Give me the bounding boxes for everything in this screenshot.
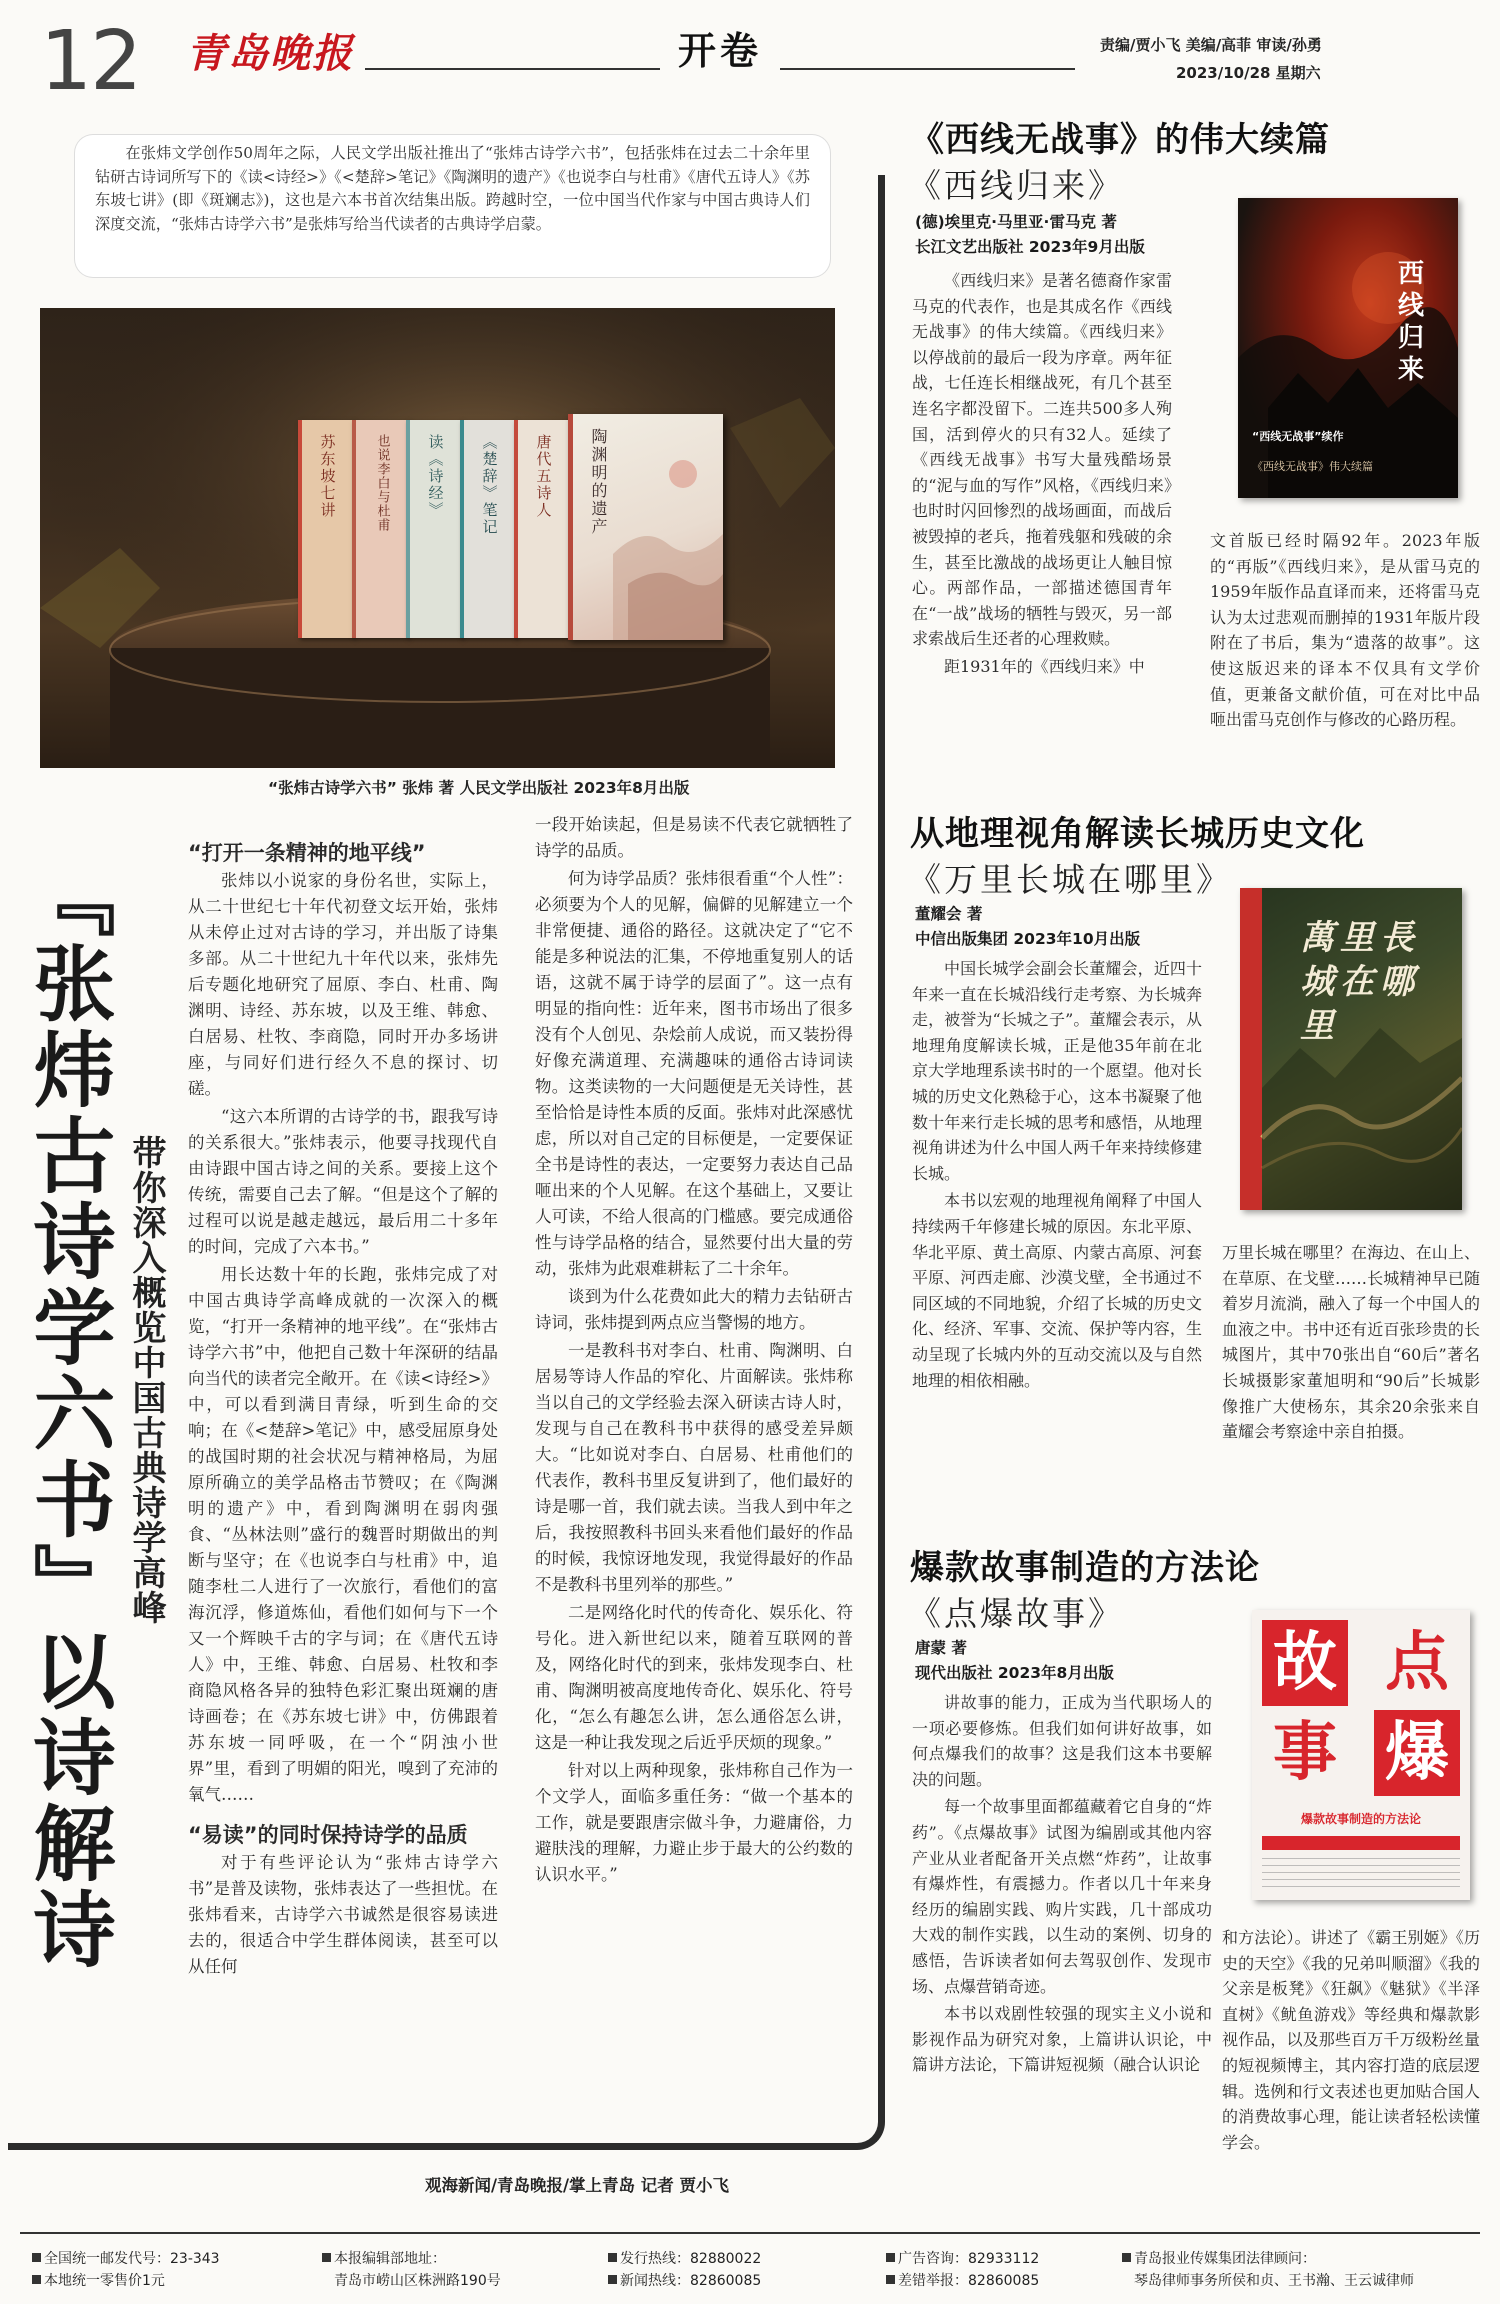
article3-author: 董耀会 著 — [915, 905, 983, 923]
article3-book-cover — [1240, 888, 1462, 1210]
book-spine-2-title: 也说李白与杜甫 — [374, 434, 390, 532]
footer-postal: 全国统一邮发代号：23-343 本地统一零售价1元 — [32, 2248, 220, 2292]
paragraph: 一段开始读起，但是易读不代表它就牺牲了诗学的品质。 — [535, 815, 853, 860]
cover-word-3: 事 — [1273, 1716, 1337, 1790]
article2-book-cover — [1238, 198, 1458, 498]
book-spine-3 — [406, 420, 462, 638]
paragraph: 万里长城在哪里？在海边、在山上、在草原、在戈壁……长城精神早已随着岁月流淌，融入了每一个中国人的血液之中。书中还有近百张珍贵的长城图片，其中70张出自“60后”著名长城摄影家董旭明和“90后”长城影像推广大使杨东，其余20余张来自董耀会考察途中亲自拍摄。 — [1222, 1243, 1480, 1442]
paragraph: 每一个故事里面都蕴藏着它自身的“炸药”。《点爆故事》试图为编剧或其他内容产业从业者配备开关点燃“炸药”，让故事有爆炸性，有震撼力。作者以几十年来身经历的编剧实践、购片实践，几十部成功大戏的制作实践，以生动的案例、切身的感悟，告诉读者如何去驾驭创作、发现市场、点爆营销奇迹。 — [912, 1797, 1212, 1996]
paragraph: 距1931年的《西线归来》中 — [944, 656, 1145, 676]
article2-body-right — [1210, 528, 1480, 735]
article3-body-right — [1222, 1240, 1480, 1447]
paragraph: 张炜以小说家的身份名世，实际上，从二十世纪七十年代初登文坛开始，张炜从未停止过对古诗的学习，并出版了诗集多部。从二十世纪九十年代以来，张炜先后专题化地研究了屈原、李白、杜甫、陶渊明、诗经、苏东坡，以及王维、韩愈、白居易、杜牧、李商隐，同时开办多场讲座，与同好们进行经久不息的探讨、切磋。 — [188, 871, 498, 1098]
masthead-logo: 青岛晚报 — [186, 30, 354, 77]
article3-book-title: 《万里长城在哪里》 — [908, 860, 1232, 899]
article4-author: 唐蒙 著 — [915, 1639, 967, 1657]
paragraph: 用长达数十年的长跑，张炜完成了对中国古典诗学高峰成就的一次深入的概览，“打开一条精神的地平线”。在“张炜古诗学六书”中，他把自己数十年深研的结晶向当代的读者完全敞开。在《读<诗经>》中，可以看到满目青绿，听到生命的交响；在《<楚辞>笔记》中，感受屈原身处的战国时期的社会状况与精神格局，为屈原所确立的美学品格击节赞叹；在《陶渊明的遗产》中，看到陶渊明在弱肉强食、“丛林法则”盛行的魏晋时期做出的判断与坚守；在《也说李白与杜甫》中，追随李杜二人进行了一次旅行，看他们的富海沉浮，修道炼仙，看他们如何与下一个又一个辉映千古的字与词；在《唐代五诗人》中，王维、韩愈、白居易、杜牧和李商隐风格各异的独特色彩汇聚出斑斓的唐诗画卷；在《苏东坡七讲》中，仿佛跟着苏东坡一同呼吸，在一个“阴浊小世界”里，看到了明媚的阳光，嗅到了充沛的氧气…… — [188, 1265, 498, 1804]
article2-publisher: 长江文艺出版社 2023年9月出版 — [915, 238, 1145, 256]
photo-caption: “张炜古诗学六书” 张炜 著 人民文学出版社 2023年8月出版 — [268, 779, 690, 797]
book-cover-front — [568, 414, 723, 640]
book-spine-3-title: 读《诗经》 — [426, 434, 445, 519]
article2-cover-sub2: 《西线无战事》伟大续篇 — [1252, 460, 1373, 473]
article3-publisher: 中信出版集团 2023年10月出版 — [915, 930, 1141, 948]
paragraph: 讲故事的能力，正成为当代职场人的一项必要修炼。但我们如何讲好故事，如何点爆我们的故事？这是我们这本书要解决的问题。 — [912, 1693, 1212, 1789]
article2-title: 《西线无战事》的伟大续篇 — [910, 120, 1330, 160]
footer-address: 本报编辑部地址： 青岛市崂山区株洲路190号 — [322, 2248, 501, 2292]
issue-date: 2023/10/28 星期六 — [1176, 64, 1321, 82]
article4-book-title: 《点爆故事》 — [908, 1594, 1124, 1633]
article2-book-title: 《西线归来》 — [908, 166, 1124, 205]
book-spine-2 — [352, 420, 408, 638]
book-spine-1 — [298, 420, 354, 638]
book-cover-art — [573, 414, 723, 640]
page-number: 12 — [40, 14, 141, 109]
paragraph: “这六本所谓的古诗学的书，跟我写诗的关系很大。”张炜表示，他要寻找现代自由诗跟中国古诗之间的关系。要接上这个传统，需要自己去了解。“但是这个了解的过程可以说是越走越远，最后用二十多年的时间，完成了六本书。” — [188, 1107, 498, 1256]
book-set-photo — [40, 308, 835, 768]
article2-author: (德)埃里克·马里亚·雷马克 著 — [915, 213, 1117, 231]
article-byline: 观海新闻/青岛晚报/掌上青岛 记者 贾小飞 — [425, 2176, 730, 2195]
cover-red-bar — [1262, 1836, 1460, 1850]
book-cover-front-title: 陶渊明的遗产 — [589, 428, 608, 536]
paragraph: 对于有些评论认为“张炜古诗学六书”是普及读物，张炜表达了一些担忧。在张炜看来，古诗学六书诚然是很容易读进去的，很适合中学生群体阅读，甚至可以从任何 — [188, 1853, 498, 1976]
article2-cover-sub1: “西线无战事”续作 — [1252, 430, 1344, 443]
article4-book-cover — [1252, 1610, 1470, 1900]
article4-body-left — [912, 1690, 1212, 2080]
article4-publisher: 现代出版社 2023年8月出版 — [915, 1664, 1114, 1682]
book-spine-4 — [460, 420, 516, 638]
paragraph: 本书以宏观的地理视角阐释了中国人持续两千年修建长城的原因。东北平原、华北平原、黄土高原、内蒙古高原、河套平原、河西走廊、沙漠戈壁，全书通过不同区域的不同地貌，介绍了长城的历史文化、经济、军事、交流、保护等内容，生动呈现了长城内外的互动交流以及与自然地理的相依相融。 — [912, 1191, 1202, 1390]
article3-title: 从地理视角解读长城历史文化 — [910, 814, 1365, 854]
article3-body-left — [912, 956, 1202, 1395]
intro-text: 在张炜文学创作50周年之际，人民文学出版社推出了“张炜古诗学六书”，包括张炜在过去二十余年里钻研古诗词所写下的《读<诗经>》《<楚辞>笔记》《陶渊明的遗产》《也说李白与杜甫》《唐代五诗人》《苏东坡七讲》(即《斑斓志》)，这也是六本书首次结集出版。跨越时空，一位中国当代作家与中国古典诗人们深度交流，“张炜古诗学六书”是张炜写给当代读者的古典诗学启蒙。 — [95, 144, 810, 233]
cover-word-4: 爆 — [1374, 1710, 1460, 1796]
book-spine-4-title: 《楚辞》笔记 — [480, 434, 499, 536]
paragraph: 二是网络化时代的传奇化、娱乐化、符号化。进入新世纪以来，随着互联网的普及，网络化时代的到来，张炜发现李白、杜甫、陶渊明被高度地传奇化、娱乐化、符号化，“怎么有趣怎么讲，怎么通俗怎么讲，这是一种让我发现之后近乎厌烦的现象。” — [535, 1603, 853, 1752]
article2-cover-title: 西线归来 — [1397, 259, 1424, 385]
main-headline: 『张炜古诗学六书』以诗解诗 — [20, 855, 116, 1973]
cover-word-1: 故 — [1262, 1620, 1348, 1706]
cover-note: 爆款故事制造的方法论 — [1300, 1812, 1421, 1826]
footer-rule — [20, 2232, 1480, 2234]
paragraph: 中国长城学会副会长董耀会，近四十年来一直在长城沿线行走考察、为长城奔走，被誉为“长城之子”。董耀会表示，从地理角度解读长城，正是他35年前在北京大学地理系读书时的一个愿望。他对长城的历史文化熟稔于心，这本书凝聚了他数十年来行走长城的思考和感悟，从地理视角讲述为什么中国人两千年来持续修建长城。 — [912, 959, 1202, 1183]
paragraph: 谈到为什么花费如此大的精力去钻研古诗词，张炜提到两点应当警惕的地方。 — [535, 1287, 853, 1332]
article3-cover-title: 萬里長城在哪里 — [1300, 918, 1420, 1046]
article2-body-left — [912, 268, 1172, 682]
book-spine-5 — [514, 420, 570, 638]
book-spine-1-title: 苏东坡七讲 — [318, 434, 337, 519]
paragraph: 一是教科书对李白、杜甫、陶渊明、白居易等诗人作品的窄化、片面解读。张炜称当以自己的文学经验去深入研读古诗人时，发现与自己在教科书中获得的感受差异颇大。“比如说对李白、白居易、杜甫他们的代表作，教科书里反复讲到了，他们最好的诗是哪一首，我们就去读。当我人到中年之后，我按照教科书回头来看他们最好的作品的时候，我惊讶地发现，我觉得最好的作品不是教科书里列举的那些。” — [535, 1341, 853, 1594]
cover-small-lines — [1262, 1858, 1460, 1888]
paragraph: 本书以戏剧性较强的现实主义小说和影视作品为研究对象，上篇讲认识论，中篇讲方法论，下篇讲短视频（融合认识论 — [912, 2004, 1212, 2075]
cover-word-2: 点 — [1385, 1626, 1449, 1700]
paragraph: 文首版已经时隔92年。2023年版的“再版”《西线归来》，是从雷马克的1959年版作品直译而来，还将雷马克认为太过悲观而删掉的1931年版片段附在了书后，集为“遗落的故事”。这使这版迟来的译本不仅具有文学价值，更兼备文献价值，可在对比中品咂出雷马克创作与修改的心路历程。 — [1210, 531, 1480, 730]
paragraph: 《西线归来》是著名德裔作家雷马克的代表作，也是其成名作《西线无战事》的伟大续篇。《西线归来》以停战前的最后一段为序章。两年征战，七任连长相继战死，有几个甚至连名字都没留下。二连共500多人殉国，活到停火的只有32人。延续了《西线无战事》书写大量残酷场景的“泥与血的写作”风格，《西线归来》也时时闪回惨烈的战场画面，而战后被毁掉的老兵，拖着残躯和残破的余生，甚至比激战的战场更让人触目惊心。两部作品，一部描述德国青年在“一战”战场的牺牲与毁灭，另一部求索战后生还者的心理救赎。 — [912, 271, 1172, 649]
article4-body-right — [1222, 1925, 1480, 2157]
section-name: 开卷 — [660, 20, 780, 75]
book-spine-5-title: 唐代五诗人 — [534, 434, 553, 519]
main-subheadline: 带你深入概览中国古典诗学高峰 — [126, 1135, 166, 1625]
article-column-1 — [188, 826, 498, 1982]
editors-line: 责编/贾小飞 美编/高菲 审读/孙勇 — [1100, 36, 1322, 54]
footer-ads: 广告咨询：82933112 差错举报：82860085 — [886, 2248, 1039, 2292]
footer-hotlines: 发行热线：82880022 新闻热线：82860085 — [608, 2248, 761, 2292]
article4-title: 爆款故事制造的方法论 — [910, 1548, 1260, 1588]
paragraph: 何为诗学品质？张炜很看重“个人性”：必须要为个人的见解，偏僻的见解建立一个非常便捷、通俗的路径。这就决定了“它不能是多种说法的汇集，不停地重复别人的话语，这就不属于诗学的层面了”。这一点有明显的指向性：近年来，图书市场出了很多没有个人创见、杂烩前人成说，而又装扮得好像充满道理、充满趣味的通俗古诗词读物。这类读物的一大问题便是无关诗性，甚至恰恰是诗性本质的反面。张炜对此深感忧虑，所以对自己定的目标便是，一定要保证全书是诗性的表达，一定要努力表达自己品咂出来的个人见解。在这个基础上，又要让人可读，不给人很高的门槛感。要完成通俗性与诗学品格的结合，显然要付出大量的劳动，张炜为此艰难耕耘了二十余年。 — [535, 869, 853, 1278]
article-column-2 — [535, 812, 853, 1890]
footer-legal: 青岛报业传媒集团法律顾问： 琴岛律师事务所侯和贞、王书瀚、王云诚律师 — [1122, 2248, 1414, 2292]
subhead-readable: “易读”的同时保持诗学的品质 — [188, 1823, 468, 1847]
paragraph: 和方法论）。讲述了《霸王别姬》《历史的天空》《我的兄弟叫顺溜》《我的父亲是板凳》《狂飙》《魅狱》《半泽直树》《鱿鱼游戏》等经典和爆款影视作品，以及那些百万千万级粉丝量的短视频博主，其内容打造的底层逻辑。选例和行文表述也更加贴合国人的消费故事心理，能让读者轻松读懂学会。 — [1222, 1928, 1480, 2152]
paragraph: 针对以上两种现象，张炜称自己作为一个文学人，面临多重任务：“做一个基本的工作，就是要跟唐宗做斗争，力避庸俗，力避肤浅的理解，力避止步于最大的公约数的认识水平。” — [535, 1761, 853, 1884]
subhead-horizon: “打开一条精神的地平线” — [188, 841, 426, 865]
